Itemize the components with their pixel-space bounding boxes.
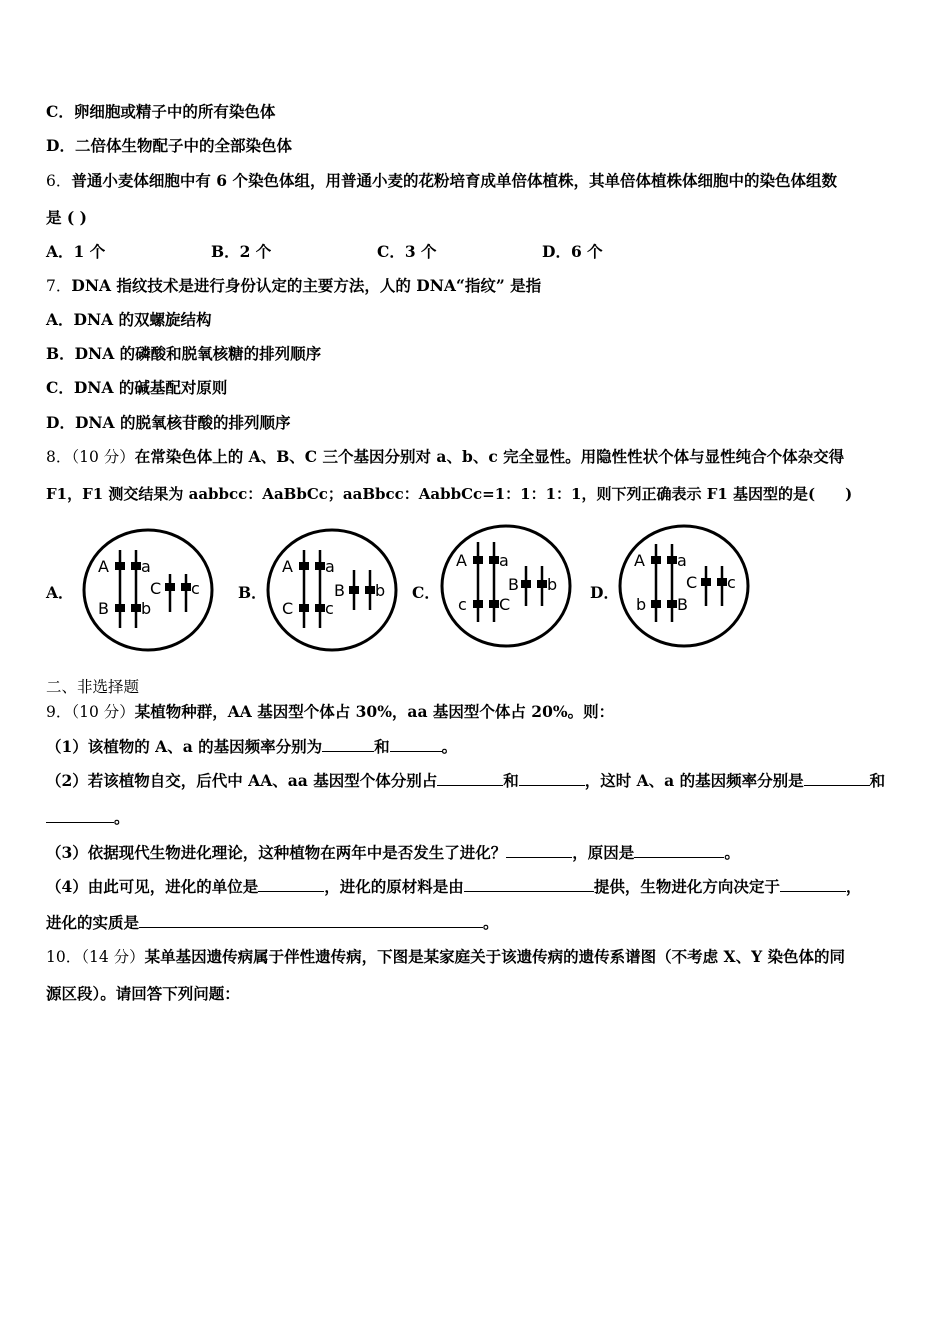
q9-sub1 bbox=[46, 737, 457, 757]
q9-sub3 bbox=[46, 843, 740, 863]
answer-blank[interactable] bbox=[464, 877, 594, 892]
q9-sub2-and: 和 bbox=[503, 771, 519, 790]
cell-b-label: B． bbox=[238, 583, 267, 602]
answer-blank[interactable] bbox=[139, 913, 483, 928]
answer-blank[interactable] bbox=[634, 843, 724, 858]
answer-blank[interactable] bbox=[258, 877, 324, 892]
cell-a-gene-A: A bbox=[98, 557, 109, 576]
cell-c-diagram bbox=[438, 522, 574, 650]
answer-blank[interactable] bbox=[322, 737, 374, 752]
cell-b-gene-A: A bbox=[282, 557, 293, 576]
cell-c-locus bbox=[489, 556, 499, 564]
cell-a-locus bbox=[181, 583, 191, 591]
q7-stem-line bbox=[46, 276, 541, 296]
cell-b-gene-b: b bbox=[375, 581, 386, 600]
cell-c-label: C． bbox=[412, 583, 440, 602]
answer-blank[interactable] bbox=[780, 877, 846, 892]
cell-d-locus bbox=[667, 556, 677, 564]
cell-d-gene-B: B bbox=[677, 595, 688, 614]
cell-a-gene-C: C bbox=[150, 579, 162, 598]
cell-d-locus bbox=[667, 600, 677, 608]
q9-sub4-text: （4）由此可见，进化的单位是 bbox=[46, 877, 259, 896]
q10-stem-line1 bbox=[46, 947, 845, 967]
cell-c-gene-b: b bbox=[547, 575, 558, 594]
q9-sub4-text3: 提供，生物进化方向决定于 bbox=[593, 877, 780, 896]
cell-d-diagram bbox=[616, 522, 752, 650]
q9-sub1-end: 。 bbox=[441, 737, 458, 756]
cell-a-gene-a: a bbox=[141, 557, 151, 576]
cell-c-locus bbox=[537, 580, 547, 588]
q9-sub1-and: 和 bbox=[374, 737, 390, 756]
q9-sub1-text: （1）该植物的 A、a 的基因频率分别为 bbox=[46, 737, 323, 756]
cell-a-diagram bbox=[80, 526, 216, 654]
q6-stem-line1 bbox=[46, 171, 837, 191]
q10-score: （14 分） bbox=[81, 948, 145, 966]
cell-d-locus bbox=[701, 578, 711, 586]
cell-c-gene-C: C bbox=[499, 595, 511, 614]
cell-a-gene-c: c bbox=[191, 579, 200, 598]
cell-c-gene-A: A bbox=[456, 551, 467, 570]
answer-blank[interactable] bbox=[506, 843, 572, 858]
q9-sub2-and2: 和 bbox=[869, 771, 886, 790]
cell-c-locus bbox=[521, 580, 531, 588]
answer-blank[interactable] bbox=[437, 771, 503, 786]
cell-d-gene-a: a bbox=[677, 551, 687, 570]
q7-option-d: D．DNA 的脱氧核苷酸的排列顺序 bbox=[46, 413, 291, 432]
q9-score: （10 分） bbox=[71, 703, 135, 721]
q6-number: 6． bbox=[46, 172, 72, 190]
q9-sub2-text2: ，这时 A、a 的基因频率分别是 bbox=[584, 771, 804, 790]
q9-stem-line bbox=[46, 702, 614, 722]
q6-option-c: C．3 个 bbox=[377, 242, 437, 261]
q9-sub2-text: （2）若该植物自交，后代中 AA、aa 基因型个体分别占 bbox=[46, 771, 438, 790]
answer-blank[interactable] bbox=[390, 737, 442, 752]
q5-option-d: D．二倍体生物配子中的全部染色体 bbox=[46, 136, 292, 155]
q9-sub2-cont bbox=[46, 808, 130, 828]
q8-number: 8． bbox=[46, 448, 72, 466]
q9-sub4-cont bbox=[46, 913, 499, 933]
cell-b-locus bbox=[315, 562, 325, 570]
cell-b-gene-c: c bbox=[325, 599, 334, 618]
q10-stem: 某单基因遗传病属于伴性遗传病，下图是某家庭关于该遗传病的遗传系谱图（不考虑 X、Y 染色体的同 bbox=[144, 947, 846, 966]
q6-option-d: D．6 个 bbox=[542, 242, 603, 261]
cell-a-locus bbox=[115, 562, 125, 570]
q9-stem: 某植物种群，AA 基因型个体占 30%，aa 基因型个体占 20%。则： bbox=[134, 702, 615, 721]
cell-c-locus bbox=[489, 600, 499, 608]
cell-a-locus bbox=[165, 583, 175, 591]
cell-d-locus bbox=[651, 556, 661, 564]
cell-d-gene-A: A bbox=[634, 551, 645, 570]
cell-b-locus bbox=[299, 562, 309, 570]
cell-c-locus bbox=[473, 556, 483, 564]
q9-sub3-end: 。 bbox=[724, 843, 740, 862]
q8-stem: 在常染色体上的 A、B、C 三个基因分别对 a、b、c 完全显性。用隐性性状个体与显性纯合个体杂交得 bbox=[134, 447, 845, 466]
answer-blank[interactable] bbox=[519, 771, 585, 786]
q6-stem-line2: 是 ( ) bbox=[46, 208, 87, 227]
q7-option-a: A．DNA 的双螺旋结构 bbox=[46, 310, 212, 329]
q9-sub4-comma: ， bbox=[845, 877, 862, 896]
q9-number: 9． bbox=[46, 703, 72, 721]
q9-sub4-text4: 进化的实质是 bbox=[46, 913, 140, 932]
q5-option-c: C．卵细胞或精子中的所有染色体 bbox=[46, 102, 276, 121]
cell-a-locus bbox=[115, 604, 125, 612]
q9-sub4-end: 。 bbox=[483, 913, 499, 932]
cell-a-locus bbox=[131, 604, 141, 612]
q7-option-c: C．DNA 的碱基配对原则 bbox=[46, 378, 228, 397]
q7-option-b: B．DNA 的磷酸和脱氧核糖的排列顺序 bbox=[46, 344, 322, 363]
cell-b-diagram bbox=[264, 526, 400, 654]
cell-a-locus bbox=[131, 562, 141, 570]
cell-b-gene-a: a bbox=[325, 557, 335, 576]
cell-c-gene-B: B bbox=[508, 575, 519, 594]
cell-c-gene-a: a bbox=[499, 551, 509, 570]
cell-b-locus bbox=[365, 586, 375, 594]
q9-sub2-end: 。 bbox=[114, 808, 130, 827]
answer-blank[interactable] bbox=[804, 771, 870, 786]
q9-sub2 bbox=[46, 771, 885, 791]
cell-a-gene-B: B bbox=[98, 599, 109, 618]
q8-stem-line2: F1，F1 测交结果为 aabbcc：AaBbCc；aaBbcc：AabbCc=1：1：1：1，则下列正确表示 F1 基因型的是( ) bbox=[46, 485, 853, 503]
cell-b-locus bbox=[349, 586, 359, 594]
q10-number: 10． bbox=[46, 948, 82, 966]
q7-stem: DNA 指纹技术是进行身份认定的主要方法，人的 DNA“指纹” 是指 bbox=[71, 276, 542, 295]
cell-b-gene-C: C bbox=[282, 599, 294, 618]
q7-number: 7． bbox=[46, 277, 72, 295]
section-heading: 二、非选择题 bbox=[46, 678, 140, 696]
q9-sub3-reason: ，原因是 bbox=[572, 843, 635, 862]
q9-sub4-text2: ，进化的原材料是由 bbox=[324, 877, 464, 896]
answer-blank[interactable] bbox=[46, 808, 114, 823]
q10-stem-line2: 源区段）。请回答下列问题： bbox=[46, 984, 240, 1003]
q9-sub3-text: （3）依据现代生物进化理论，这种植物在两年中是否发生了进化？ bbox=[46, 843, 507, 862]
cell-d-locus bbox=[717, 578, 727, 586]
q9-sub4 bbox=[46, 877, 861, 897]
q8-score: （10 分） bbox=[71, 448, 135, 466]
q6-option-b: B．2 个 bbox=[211, 242, 272, 261]
cell-c-gene-c: c bbox=[458, 595, 467, 614]
cell-b-locus bbox=[315, 604, 325, 612]
cell-d-gene-b: b bbox=[636, 595, 647, 614]
cell-d-locus bbox=[651, 600, 661, 608]
cell-d-gene-c: c bbox=[727, 573, 736, 592]
q6-option-a: A．1 个 bbox=[46, 242, 106, 261]
cell-d-gene-C: C bbox=[686, 573, 698, 592]
cell-b-locus bbox=[299, 604, 309, 612]
cell-a-label: A． bbox=[46, 583, 74, 602]
cell-c-locus bbox=[473, 600, 483, 608]
cell-d-label: D． bbox=[590, 583, 619, 602]
q8-stem-line1 bbox=[46, 447, 844, 467]
q6-stem: 普通小麦体细胞中有 6 个染色体组，用普通小麦的花粉培育成单倍体植株，其单倍体植株体细胞中的染色体组数 bbox=[71, 171, 837, 190]
cell-b-gene-B: B bbox=[334, 581, 345, 600]
cell-a-gene-b: b bbox=[141, 599, 152, 618]
